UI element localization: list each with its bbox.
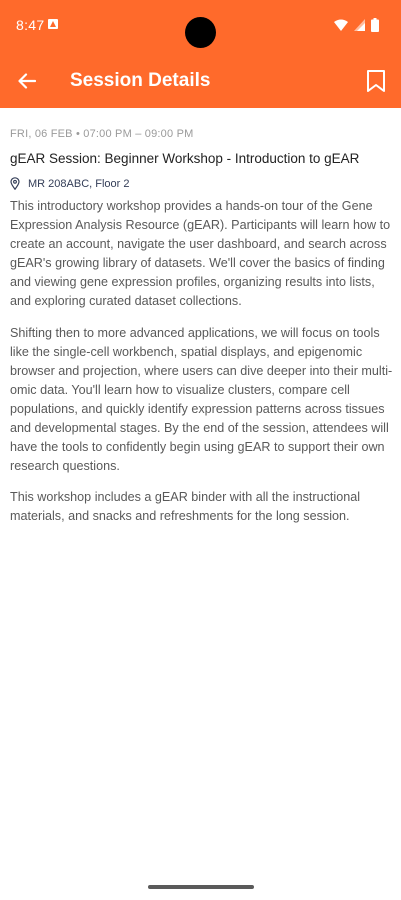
session-datetime: FRI, 06 FEB • 07:00 PM – 09:00 PM [10, 128, 194, 140]
description-paragraph: This workshop includes a gEAR binder with all the instructional materials, and snacks and refreshments for the long session. [10, 490, 360, 524]
signal-icon [354, 19, 365, 31]
session-location: MR 208ABC, Floor 2 [28, 177, 130, 190]
location-pin-icon [10, 177, 20, 190]
home-indicator[interactable] [148, 885, 254, 889]
session-content [10, 128, 393, 539]
camera-cutout [185, 17, 216, 48]
location-row [10, 177, 393, 190]
notification-icon [48, 19, 58, 29]
app-bar [0, 54, 401, 108]
arrow-left-icon [18, 73, 36, 89]
bookmark-button[interactable] [361, 66, 391, 96]
description-paragraph: This introductory workshop provides a hands-on tour of the Gene Expression Analysis Resource (gEAR). Participants will learn how to create an account, navigate the user dashboard, and search across gEAR's growing library of datasets. We'll cover the basics of finding and viewing gene expression profiles, organizing results into lists, and exploring curated dataset collections. [10, 199, 391, 309]
session-title: gEAR Session: Beginner Workshop - Introduction to gEAR [10, 151, 360, 166]
battery-icon [371, 18, 379, 32]
session-description [10, 197, 393, 527]
status-bar [0, 0, 401, 54]
status-icons [334, 18, 379, 32]
wifi-icon [334, 19, 348, 31]
description-paragraph: Shifting then to more advanced applications, we will focus on tools like the single-cell workbench, spatial displays, and epigenomic browser and projection, where users can dive deeper into their multi-omic data. You'll learn how to visualize clusters, compare cell populations, and quickly identify expression patterns across tissues and developmental stages. By the end of the session, attendees will have the tools to confidently begin using gEAR to support their own research questions. [10, 325, 393, 474]
status-time: 8:47 [16, 17, 45, 33]
bookmark-icon [366, 69, 386, 93]
back-button[interactable] [12, 66, 42, 96]
page-title: Session Details [70, 70, 211, 91]
